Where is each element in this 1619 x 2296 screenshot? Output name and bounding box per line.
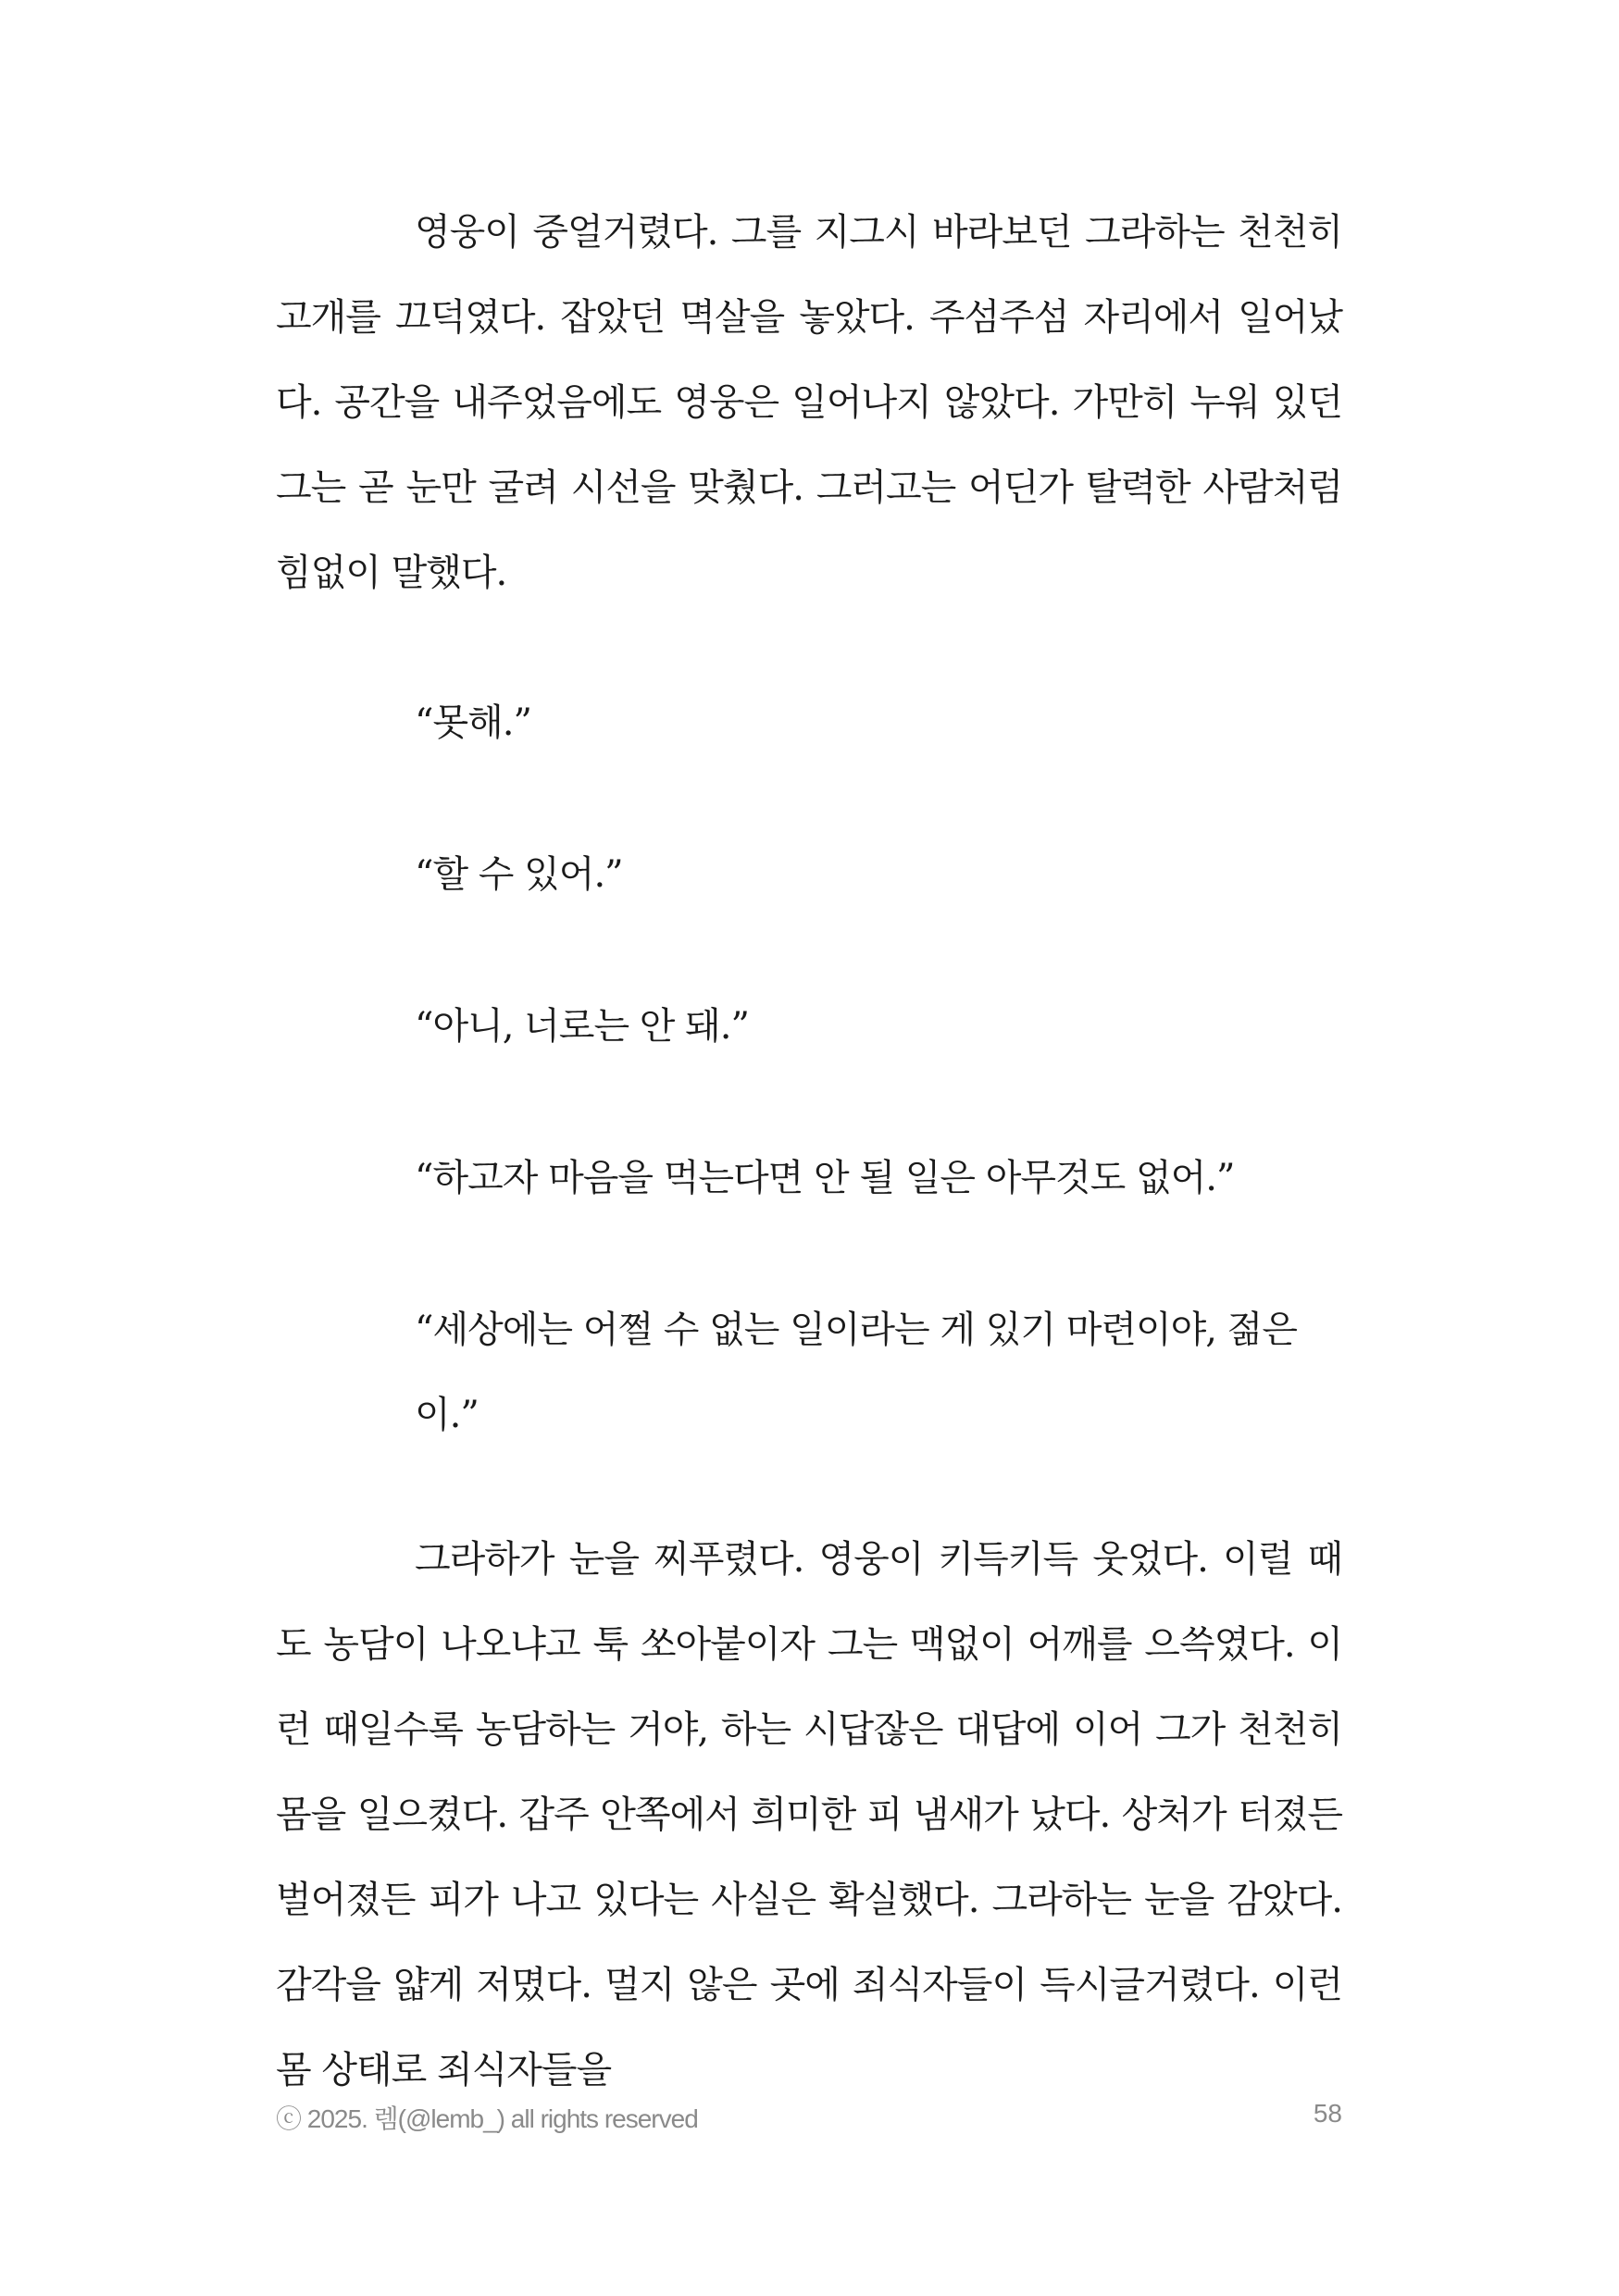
- dialogue-line-1: “못해.”: [415, 701, 531, 744]
- paragraph-narration-2: 그라하가 눈을 찌푸렸다. 영웅이 키득키득 웃었다. 이럴 때도 농담이 나오냐고 툭 쏘아붙이자 그는 맥없이 어깨를 으쓱였다. 이런 때일수록 농담하는 거야, 하는 시답잖은 대답에 이어 그가 천천히 몸을 일으켰다. 갑주 안쪽에서 희미한 피 냄새가 났다. 상처가 터졌든 벌어졌든 피가 나고 있다는 사실은 확실했다. 그라하는 눈을 감았다. 감각을 얇게 저몄다. 멀지 않은 곳에 죄식자들이 득시글거렸다. 이런 몸 상태로 죄식자들을: [276, 1538, 1342, 2091]
- copyright-notice: ⓒ 2025. 렘(@lemb_) all rights reserved: [276, 2104, 698, 2133]
- dialogue-line-5: “세상에는 어쩔 수 없는 일이라는 게 있기 마련이야, 젊은이.”: [415, 1309, 1297, 1436]
- page-number: 58: [1313, 2099, 1342, 2128]
- page-footer: [276, 2099, 1342, 2136]
- dialogue-line-2: “할 수 있어.”: [415, 853, 623, 896]
- page-body: [276, 190, 1342, 2113]
- dialogue-line-3: “아니, 너로는 안 돼.”: [415, 1005, 749, 1048]
- dialogue-line-4: “하고자 마음을 먹는다면 안 될 일은 아무것도 없어.”: [415, 1157, 1235, 1199]
- paragraph-narration-1: 영웅이 중얼거렸다. 그를 지그시 바라보던 그라하는 천천히 고개를 끄덕였다. 잡았던 멱살을 놓았다. 주섬주섬 자리에서 일어났다. 공간을 내주었음에도 영웅은 일어나지 않았다. 가만히 누워 있던 그는 곧 눈만 굴려 시선을 맞췄다. 그러고는 어딘가 탈력한 사람처럼 힘없이 말했다.: [276, 211, 1342, 594]
